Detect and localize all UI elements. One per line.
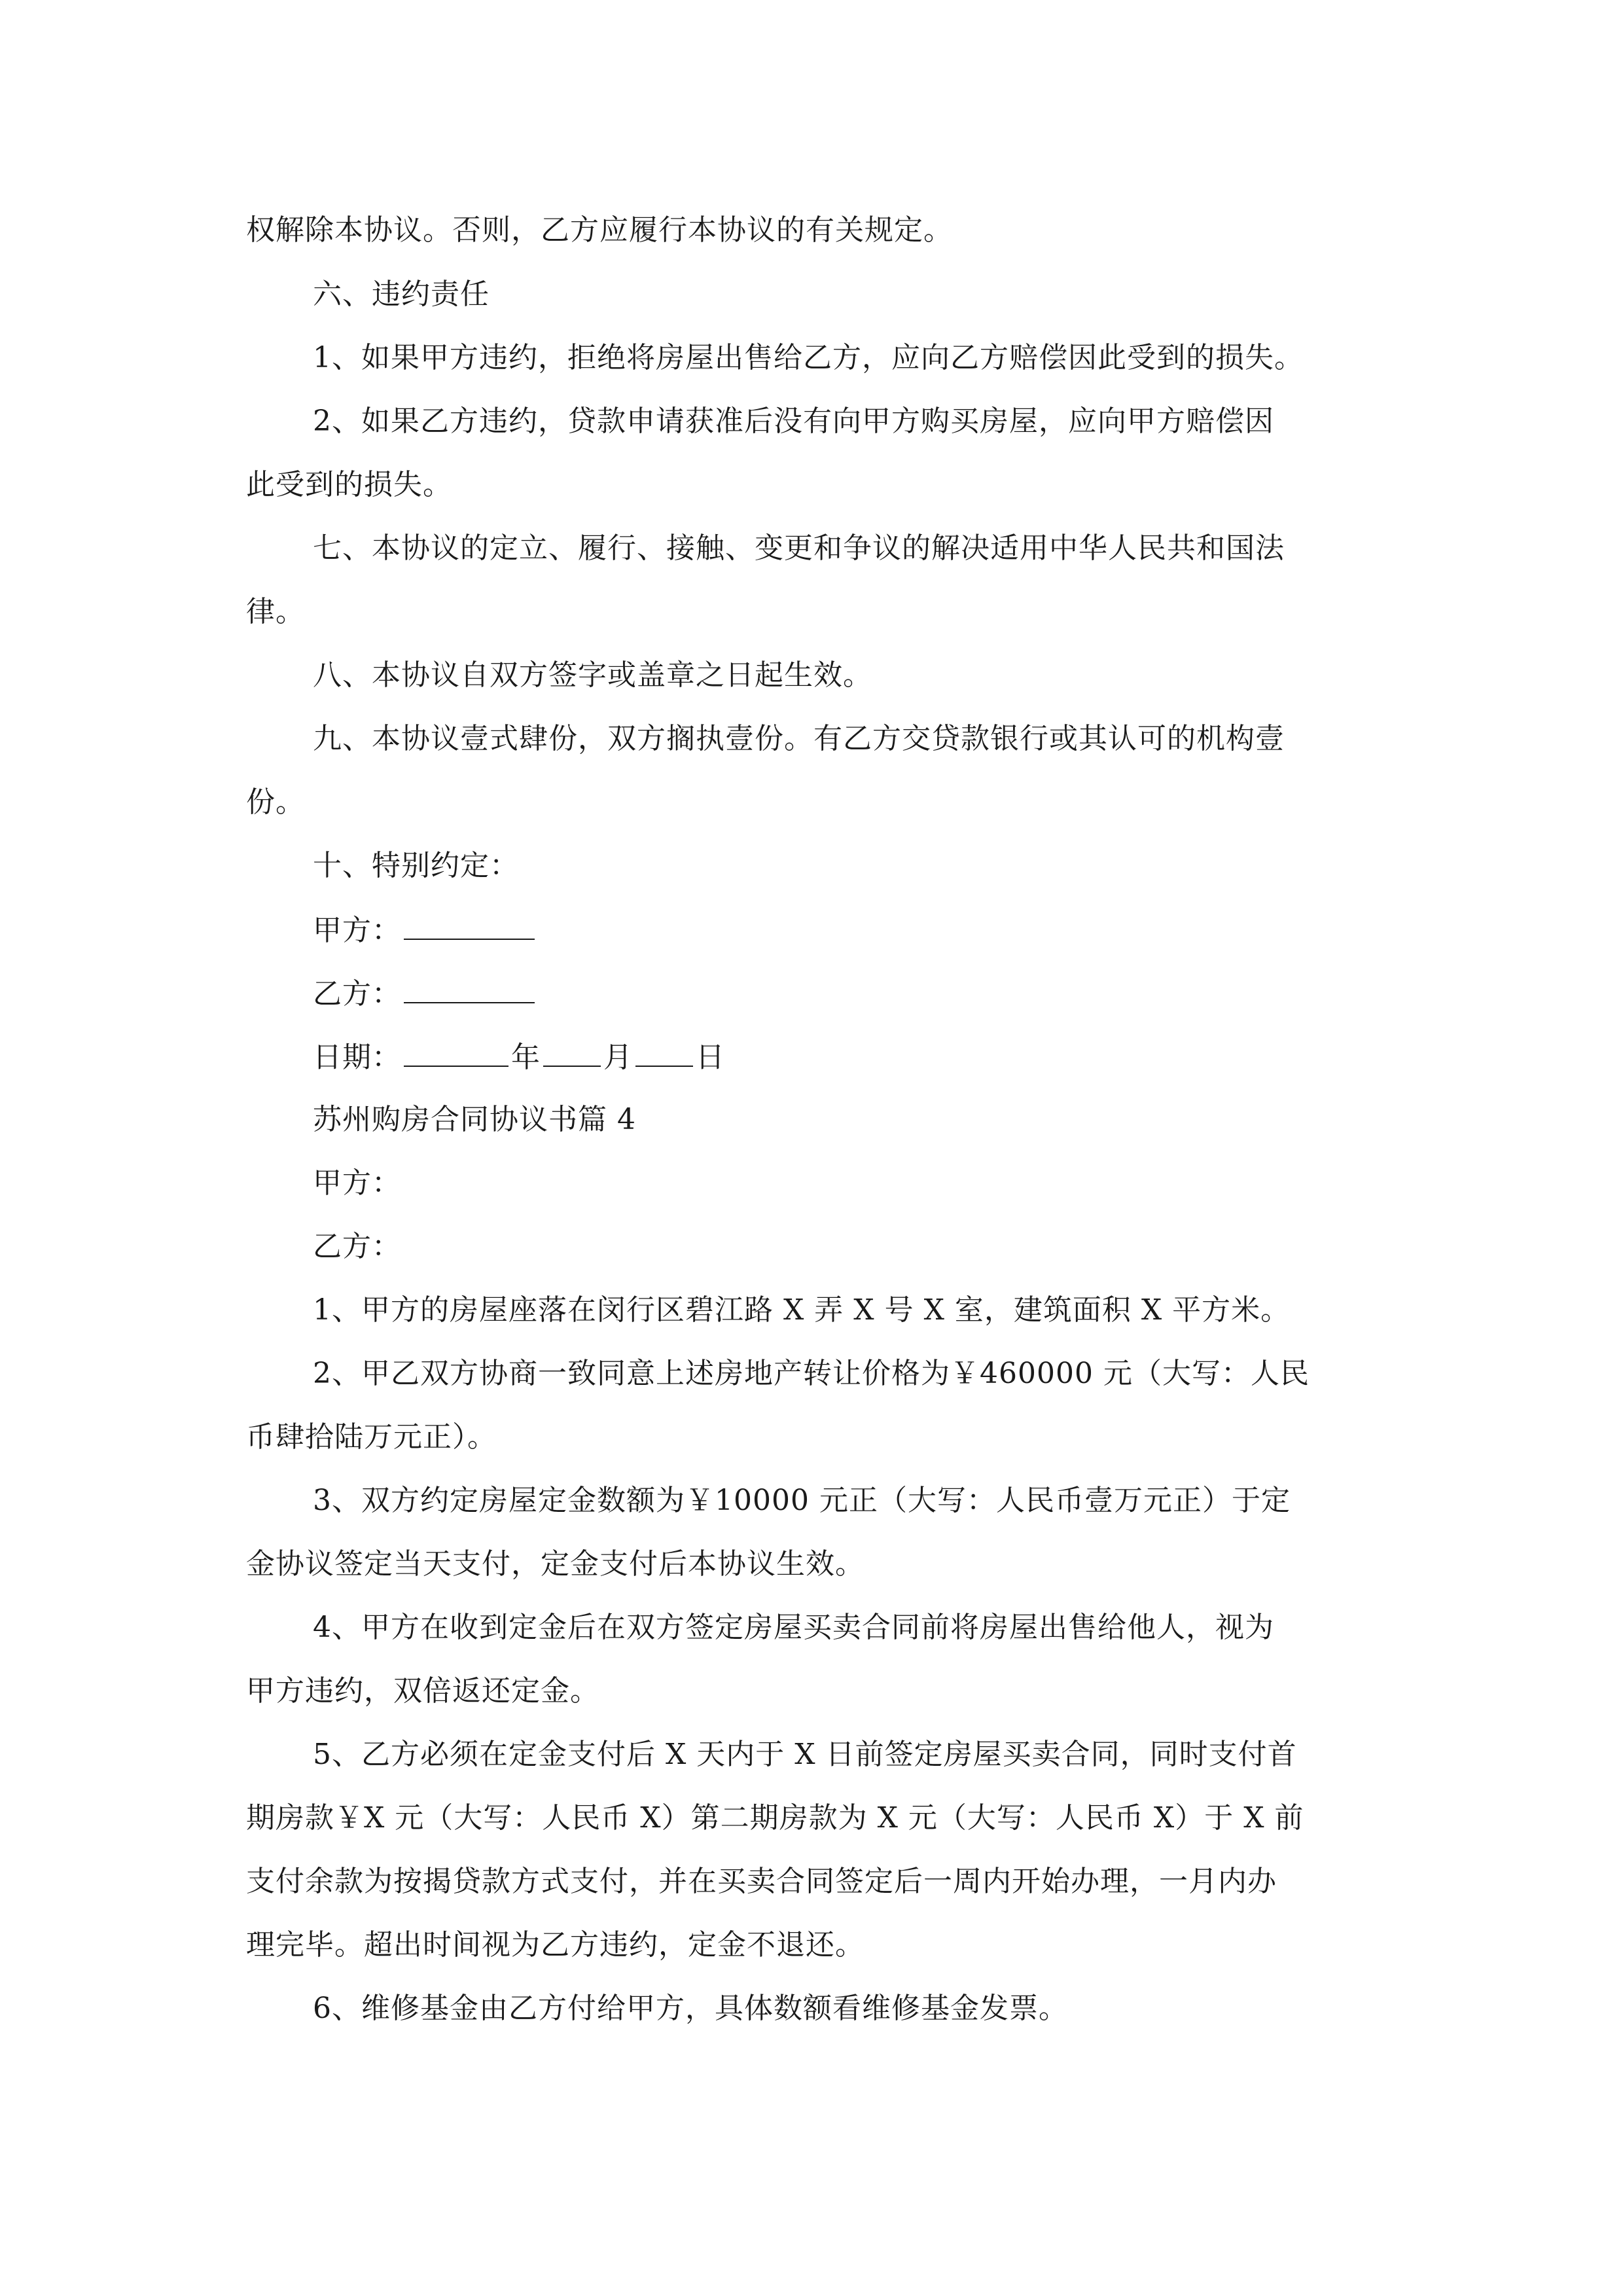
text-line: 甲方违约，双倍返还定金。: [246, 1674, 599, 1708]
party-b-line: 乙方：: [313, 1230, 401, 1263]
party-a-blank: [404, 910, 535, 940]
signature-party-b: [313, 973, 537, 1014]
date-label: 日期：: [313, 1041, 401, 1074]
text-line: 4、甲方在收到定金后在双方签定房屋买卖合同前将房屋出售给他人，视为: [313, 1611, 1274, 1644]
text-line: 金协议签定当天支付，定金支付后本协议生效。: [246, 1547, 865, 1581]
text-line: 律。: [246, 595, 305, 628]
month-label: 月: [603, 1041, 633, 1074]
signature-party-a: [313, 910, 537, 950]
text-line: 2、甲乙双方协商一致同意上述房地产转让价格为￥460000 元（大写：人民: [313, 1357, 1310, 1390]
signature-date: [313, 1037, 725, 1077]
text-line: 6、维修基金由乙方付给甲方，具体数额看维修基金发票。: [313, 1992, 1068, 2025]
year-label: 年: [511, 1041, 541, 1074]
party-b-label: 乙方：: [313, 977, 401, 1011]
text-line: 七、本协议的定立、履行、接触、变更和争议的解决适用中华人民共和国法: [313, 531, 1285, 565]
text-line: 期房款￥X 元（大写：人民币 X）第二期房款为 X 元（大写：人民币 X）于 X 前: [246, 1801, 1304, 1835]
section-heading: 十、特别约定：: [313, 849, 519, 882]
text-line: 3、双方约定房屋定金数额为￥10000 元正（大写：人民币壹万元正）于定: [313, 1484, 1291, 1517]
text-line: 此受到的损失。: [246, 468, 452, 501]
party-a-line: 甲方：: [313, 1166, 401, 1200]
text-line: 权解除本协议。否则，乙方应履行本协议的有关规定。: [246, 213, 953, 247]
year-blank: [404, 1037, 508, 1067]
text-line: 理完毕。超出时间视为乙方违约，定金不退还。: [246, 1928, 865, 1962]
text-line: 1、如果甲方违约，拒绝将房屋出售给乙方，应向乙方赔偿因此受到的损失。: [313, 341, 1304, 374]
text-line: 份。: [246, 785, 305, 819]
text-line: 九、本协议壹式肆份，双方搁执壹份。有乙方交贷款银行或其认可的机构壹: [313, 722, 1285, 755]
section-title: 苏州购房合同协议书篇 4: [313, 1103, 636, 1136]
month-blank: [543, 1037, 601, 1067]
text-line: 1、甲方的房屋座落在闵行区碧江路 X 弄 X 号 X 室，建筑面积 X 平方米。: [313, 1293, 1291, 1327]
section-heading: 六、违约责任: [313, 278, 490, 311]
text-line: 八、本协议自双方签字或盖章之日起生效。: [313, 658, 872, 692]
day-label: 日: [696, 1041, 725, 1074]
day-blank: [635, 1037, 693, 1067]
party-a-label: 甲方：: [313, 914, 401, 947]
text-line: 币肆拾陆万元正）。: [246, 1420, 497, 1454]
party-b-blank: [404, 973, 535, 1003]
text-line: 5、乙方必须在定金支付后 X 天内于 X 日前签定房屋买卖合同，同时支付首: [313, 1738, 1297, 1771]
text-line: 支付余款为按揭贷款方式支付，并在买卖合同签定后一周内开始办理，一月内办: [246, 1865, 1277, 1898]
text-line: 2、如果乙方违约，贷款申请获准后没有向甲方购买房屋，应向甲方赔偿因: [313, 404, 1274, 438]
